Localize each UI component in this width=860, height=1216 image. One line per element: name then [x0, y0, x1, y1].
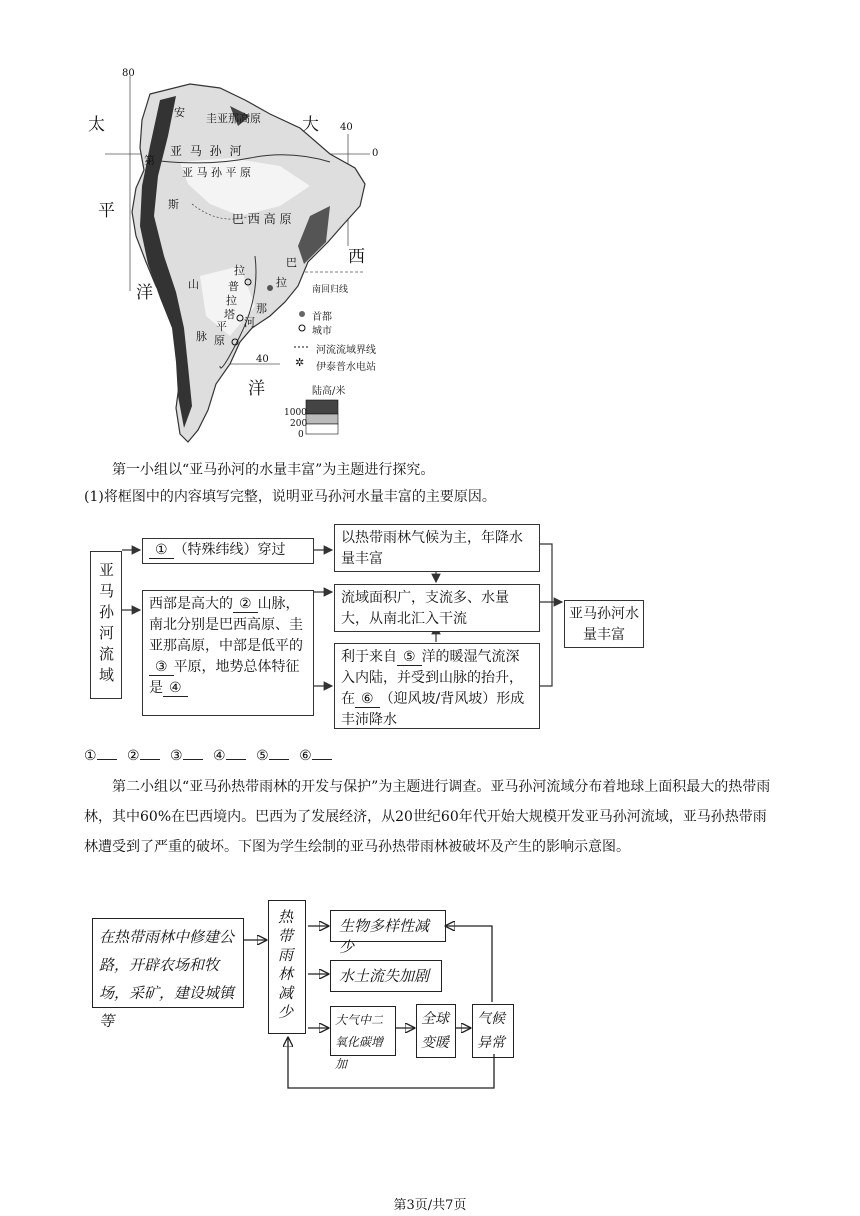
label-tropic: 南回归线	[312, 285, 349, 295]
erosion-box: 水土流失加剧	[330, 960, 442, 992]
ocean-pacific-1: 太	[88, 115, 105, 135]
label-amazon-river: 亚 马 孙 河	[170, 144, 244, 158]
label-laplata-1: 拉	[234, 264, 245, 277]
blank-3[interactable]: ③	[149, 659, 174, 676]
answer-6-blank[interactable]	[312, 747, 332, 760]
label-andes-4: 山	[188, 278, 199, 291]
label-laplata-5: 平	[216, 320, 227, 333]
precip-text-c: （迎风坡/背风坡）形成丰沛降水	[341, 691, 525, 728]
terrain-text-c: 平原，地势总体特征是	[149, 659, 300, 696]
legend-boundary: 河流流域界线	[316, 345, 376, 356]
question-1: (1)将框图中的内容填写完整，说明亚马孙河水量丰富的主要原因。	[84, 489, 496, 505]
legend-dam: 伊泰普水电站	[316, 362, 376, 373]
answer-2-blank[interactable]	[140, 747, 160, 760]
climate-box: 以热带雨林气候为主，年降水量丰富	[334, 524, 540, 572]
drainage-box: 流域面积广，支流多、水量大，从南北汇入干流	[334, 584, 540, 632]
label-parana-4: 河	[244, 316, 255, 329]
label-andes-5: 脉	[196, 330, 207, 343]
label-brazil-plateau: 巴 西 高 原	[232, 212, 292, 226]
legend-elev-title: 陆高/米	[312, 386, 346, 397]
answer-line	[84, 747, 338, 764]
lon-40-bottom-label: 40	[256, 354, 269, 365]
ocean-atlantic-2: 西	[348, 247, 365, 267]
blank-2[interactable]: ②	[233, 596, 258, 613]
latitude-box	[142, 538, 314, 564]
rainforest-decrease-label: 热带雨林减少	[276, 909, 294, 1023]
answer-4-blank[interactable]	[226, 747, 246, 760]
label-parana-3: 那	[256, 302, 267, 315]
terrain-text-a: 西部是高大的	[149, 596, 233, 612]
precip-box	[334, 643, 540, 729]
warming-box: 全球变暖	[416, 1004, 456, 1058]
precip-text-b: 洋的暖湿气流深入内陆，并受到山脉的抬升，在	[341, 649, 523, 707]
answer-4-label: ④	[213, 748, 226, 764]
co2-box: 大气中二氧化碳增加	[330, 1006, 396, 1056]
page-number: 第3页/共7页	[393, 1198, 467, 1213]
terrain-box	[142, 590, 314, 716]
group2-intro: 第二小组以“亚马孙热带雨林的开发与保护”为主题进行调查。亚马孙河流域分布着地球上面积最大的热带雨林，其中60%在巴西境内。巴西为了发展经济，从20世纪60年代开始大规模开发亚马孙河流域，亚马孙热带雨林遭受到了严重的破坏。下图为学生绘制的亚马孙热带雨林被破坏及产生的影响示意图。	[84, 779, 771, 855]
answer-1-blank[interactable]	[97, 747, 117, 760]
answer-3-blank[interactable]	[183, 747, 203, 760]
answer-5-blank[interactable]	[269, 747, 289, 760]
south-america-map	[80, 66, 400, 458]
legend-elev-200: 200	[290, 419, 308, 429]
basin-label: 亚马孙河流域	[97, 562, 115, 688]
blank-5[interactable]: ⑤	[397, 649, 422, 666]
latitude-text: （特殊纬线）穿过	[173, 542, 286, 558]
label-andes-3: 斯	[168, 198, 179, 211]
ocean-pacific-3: 洋	[136, 283, 153, 303]
blank-1[interactable]: ①	[149, 542, 174, 559]
label-laplata-4: 塔	[224, 308, 235, 321]
lon-40-top-label: 40	[340, 122, 353, 133]
label-andes-2: 第	[144, 154, 155, 167]
label-laplata-6: 原	[214, 334, 225, 347]
label-laplata-3: 拉	[226, 294, 237, 307]
label-laplata-2: 普	[228, 280, 239, 293]
blank-4[interactable]: ④	[163, 680, 188, 697]
terrain-text-b: 山脉，南北分别是巴西高原、圭亚那高原，中部是低平的	[149, 596, 303, 654]
legend-elev-0: 0	[298, 430, 304, 440]
rainforest-decrease-box	[268, 900, 306, 1034]
group1-intro: 第一小组以“亚马孙河的水量丰富”为主题进行探究。	[112, 462, 435, 478]
lat-0-label: 0	[372, 148, 379, 159]
answer-2-label: ②	[127, 748, 140, 764]
ocean-pacific-2: 平	[98, 201, 115, 221]
answer-3-label: ③	[170, 748, 183, 764]
ocean-atlantic-3: 洋	[248, 379, 265, 399]
ocean-atlantic-1: 大	[302, 115, 319, 135]
label-amazon-plain: 亚 马 孙 平 原	[182, 166, 251, 179]
answer-1-label: ①	[84, 748, 97, 764]
cause-box: 在热带雨林中修建公路，开辟农场和牧场，采矿，建设城镇等	[92, 918, 244, 1008]
basin-box	[90, 551, 122, 699]
answer-6-label: ⑥	[299, 748, 312, 764]
label-parana-1: 巴	[286, 256, 297, 269]
lon-80-label: 80	[122, 68, 135, 79]
blank-6[interactable]: ⑥	[355, 691, 380, 708]
legend-city: 城市	[312, 326, 332, 337]
precip-text-a: 利于来自	[341, 649, 397, 665]
svg-text:✲: ✲	[295, 356, 305, 369]
climate-anomaly-box: 气候异常	[472, 1004, 514, 1058]
label-parana-2: 拉	[276, 276, 287, 289]
label-andes-1: 安	[174, 106, 185, 119]
label-guiana: 圭亚那高原	[206, 112, 261, 125]
legend-capital: 首都	[312, 312, 332, 323]
legend-elev-1000: 1000	[284, 408, 307, 418]
answer-5-label: ⑤	[256, 748, 269, 764]
biodiversity-box: 生物多样性减少	[330, 910, 446, 942]
result-box: 亚马孙河水量丰富	[564, 600, 644, 648]
